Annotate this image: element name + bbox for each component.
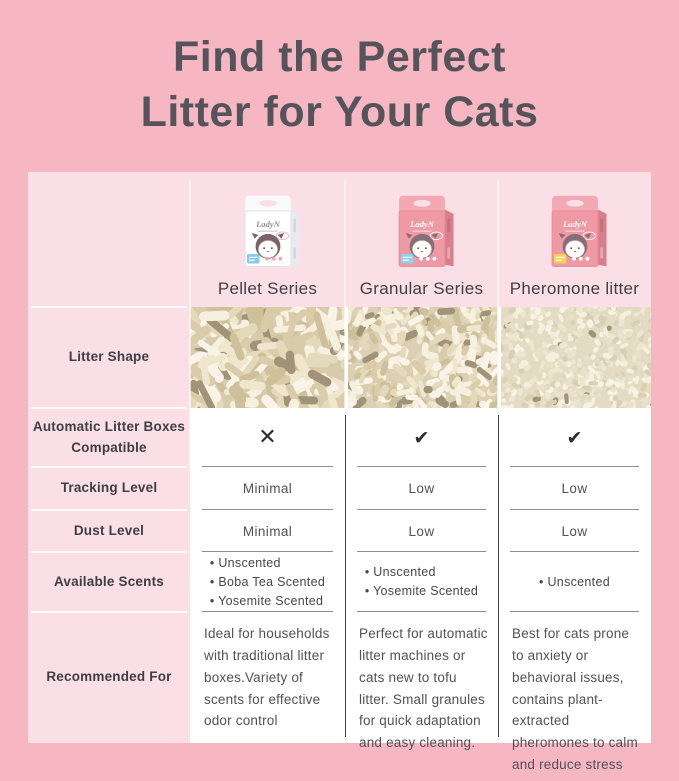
compatible-mark-pellet: ✕ [190,408,345,467]
row-label-tracking-level: Tracking Level [28,467,190,510]
row-label-available-scents: Available Scents [28,552,190,612]
comparison-table [28,172,651,773]
scent-item: • Unscented [539,573,610,592]
bag-badge [247,254,259,264]
dust-value-pheromone: Low [498,510,651,552]
bag-handle-hole [259,200,276,207]
brand-logo-text: LadyN [255,219,280,230]
product-box-image-pheromone [529,190,621,274]
scent-item: • Boba Tea Scented [210,573,325,592]
scents-list-pellet [190,552,345,612]
vertical-divider [498,415,500,737]
litter-photo-pellet [190,307,345,408]
bag-badge [554,254,566,264]
page-title-line-1: Find the Perfect [173,33,506,81]
scent-item: • Unscented [365,563,478,582]
header-separator [189,180,191,470]
recommended-text-pellet: Ideal for households with traditional litter boxes.Variety of scents for effective odor control [190,612,345,743]
tracking-value-pheromone: Low [498,467,651,510]
scents-list-granular [345,552,498,612]
dust-value-granular: Low [345,510,498,552]
compatible-mark-granular: ✔ [345,408,498,467]
product-name-pellet: Pellet Series [217,279,318,298]
bag-handle-hole [413,200,430,207]
row-label-header-spacer [28,172,190,307]
compatible-mark-pheromone: ✔ [498,408,651,467]
scent-item: • Unscented [210,554,325,573]
cat-face [412,241,431,258]
litter-photo-pheromone [498,307,651,408]
bag-handle-hole [566,200,583,207]
brand-logo-text: LadyN [562,219,587,230]
cat-face [565,241,584,258]
scent-item: • Yosemite Scented [365,582,478,601]
row-label-recommended-for: Recommended For [46,669,172,685]
recommended-text-pheromone: Best for cats prone to anxiety or behavioral issues, contains plant-extracted pheromones to calm and reduce stress [498,612,651,743]
tracking-value-granular: Low [345,467,498,510]
product-box-image-granular [376,190,468,274]
product-name-pheromone: Pheromone litter [509,279,640,298]
tracking-value-pellet: Minimal [190,467,345,510]
brand-logo-text: LadyN [409,219,434,230]
vertical-divider [345,415,347,737]
page-title-line-2: Litter for Your Cats [140,88,539,137]
product-header-pheromone [498,172,651,307]
litter-photo-granular [345,307,498,408]
product-header-granular [345,172,498,307]
scents-list-pheromone [498,552,651,612]
bag-badge [401,254,413,264]
scent-item: • Yosemite Scented [210,592,325,611]
page-title [0,30,679,140]
row-label-dust-level: Dust Level [28,510,190,552]
recommended-text-granular: Perfect for automatic litter machines or cats new to tofu litter. Small granules for quick adaptation and easy cleaning. [345,612,498,743]
cat-face [258,241,277,258]
row-label-compatible: Automatic Litter Boxes Compatible [28,408,190,467]
product-header-pellet [190,172,345,307]
row-label-litter-shape: Litter Shape [28,307,190,408]
dust-value-pellet: Minimal [190,510,345,552]
product-box-image-pellet [222,190,314,274]
product-name-granular: Granular Series [359,279,484,298]
